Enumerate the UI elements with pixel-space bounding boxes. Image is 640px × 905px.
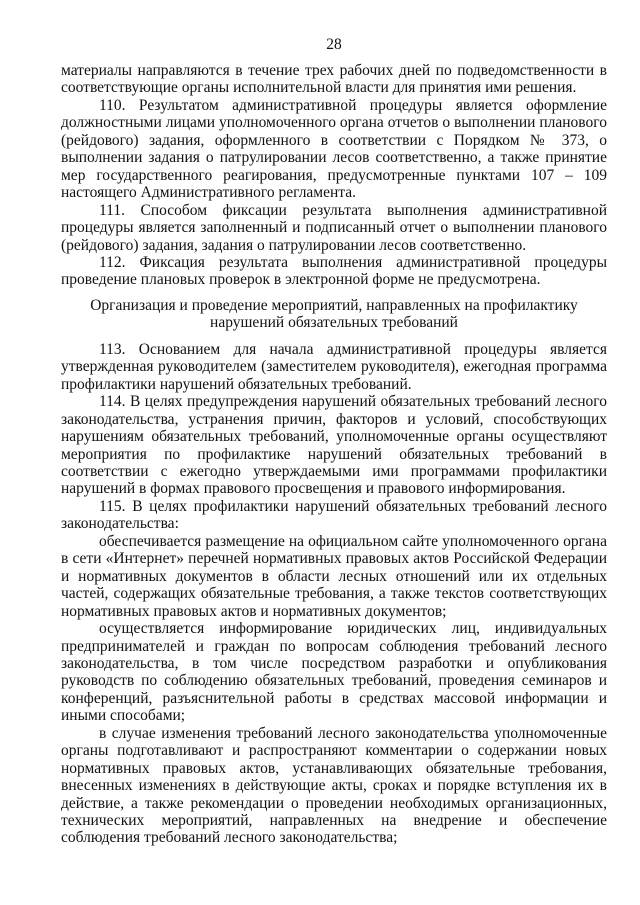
section-heading <box>61 297 607 332</box>
paragraph-112: 112. Фиксация результата выполнения административной процедуры проведение плановых проверок в электронной форме не предусмотрена. <box>61 253 607 289</box>
paragraph-111: 111. Способом фиксации результата выполнения административной процедуры является заполненный и подписанный отчет о выполнении планового (рейдового) задания, задания о патрулировании лесов соответственно. <box>61 201 607 254</box>
page-number: 28 <box>326 36 342 53</box>
section-heading-line1: Организация и проведение мероприятий, направленных на профилактику <box>90 296 578 314</box>
paragraph-continuation: материалы направляются в течение трех рабочих дней по подведомственности в соответствующие органы исполнительной власти для принятия ими решения. <box>61 62 607 97</box>
section-heading-line2: нарушений обязательных требований <box>210 314 458 332</box>
paragraph-114: 114. В целях предупреждения нарушений обязательных требований лесного законодательства, устранения причин, факторов и условий, способствующих нарушениям обязательных требований, уполномоченные органы осуществляют мероприятия по профилактике нарушений обязательных требований в соответствии с ежегодно утверждаемыми ими программами профилактики нарушений в формах правового просвещения и правового информирования. <box>61 393 607 498</box>
list-item-informing: осуществляется информирование юридических лиц, индивидуальных предпринимателей и граждан по вопросам соблюдения требований лесного законодательства, в том числе посредством разработки и опубликования руководств по соблюдению обязательных требований, проведения семинаров и конференций, разъяснительной работы в средствах массовой информации и иными способами; <box>61 620 607 725</box>
list-item-publication: обеспечивается размещение на официальном сайте уполномоченного органа в сети «Интернет» перечней нормативных правовых актов Российской Федерации и нормативных документов в области лесных отношений или их отдельных частей, содержащих обязательные требования, а также текстов соответствующих нормативных правовых актов и нормативных документов; <box>61 532 607 620</box>
paragraph-110: 110. Результатом административной процедуры является оформление должностными лицами уполномоченного органа отчетов о выполнении планового (рейдового) задания, оформленного в соответствии с Порядком № 373, о выполнении задания о патрулировании лесов соответственно, а также принятие мер государственного реагирования, предусмотренные пунктами 107 – 109 настоящего Административного регламента. <box>61 96 607 202</box>
document-body <box>61 62 607 847</box>
paragraph-115: 115. В целях профилактики нарушений обязательных требований лесного законодательства: <box>61 497 607 533</box>
paragraph-113: 113. Основанием для начала административной процедуры является утвержденная руководителем (заместителем руководителя), ежегодная программа профилактики нарушений обязательных требований. <box>61 340 607 393</box>
list-item-commentary: в случае изменения требований лесного законодательства уполномоченные органы подготавливают и распространяют комментарии о содержании новых нормативных правовых актов, устанавливающих обязательные требования, внесенных изменениях в действующие акты, сроках и порядке вступления их в действие, а также рекомендации о проведении необходимых организационных, технических мероприятий, направленных на внедрение и обеспечение соблюдения требований лесного законодательства; <box>61 724 607 847</box>
